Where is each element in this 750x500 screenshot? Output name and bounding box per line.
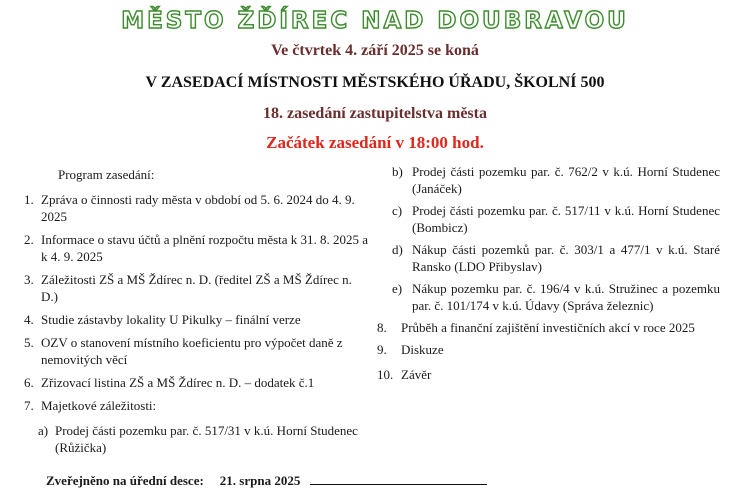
program-item xyxy=(377,319,720,336)
item-number: 1. xyxy=(24,192,34,207)
program-subitem xyxy=(377,202,720,236)
item-text: Zřizovací listina ZŠ a MŠ Ždírec n. D. – dodatek č.1 xyxy=(41,375,315,390)
item-text: Zpráva o činnosti rady města v období od 5. 6. 2024 do 4. 9. 2025 xyxy=(41,192,355,224)
program-item xyxy=(377,341,720,358)
town-title: MĚSTO ŽĎÍREC NAD DOUBRAVOU xyxy=(121,8,629,34)
program-subitem xyxy=(377,241,720,275)
item-number: 3. xyxy=(24,272,34,287)
item-text: Informace o stavu účtů a plnění rozpočtu města k 31. 8. 2025 a k 4. 9. 2025 xyxy=(41,232,369,264)
subitem-text: Nákup pozemku par. č. 196/4 v k.ú. Stružinec a pozemku par. č. 101/174 v k.ú. Údavy (Správa železnic) xyxy=(412,281,720,313)
subitem-letter: d) xyxy=(392,242,403,257)
program-item xyxy=(24,311,369,328)
publication-footer xyxy=(46,472,487,489)
program-item xyxy=(24,231,369,265)
program-item xyxy=(24,191,369,225)
subitem-text: Prodej části pozemku par. č. 517/31 v k.ú. Horní Studenec (Růžička) xyxy=(55,423,358,455)
item-text: Záležitosti ZŠ a MŠ Ždírec n. D. (ředitel ZŠ a MŠ Ždírec n. D.) xyxy=(41,272,352,304)
subitem-letter: e) xyxy=(392,281,403,296)
program-item xyxy=(377,366,720,383)
subitem-letter: a) xyxy=(38,423,49,438)
program-item xyxy=(24,271,369,305)
publication-label: Zveřejněno na úřední desce: xyxy=(46,473,204,488)
program-item xyxy=(24,374,369,391)
program-left-column xyxy=(24,166,369,456)
session-name: 18. zasedání zastupitelstva města xyxy=(263,105,487,122)
item-number: 8. xyxy=(377,320,387,335)
start-time: Začátek zasedání v 18:00 hod. xyxy=(266,133,484,152)
item-number: 10. xyxy=(377,367,394,382)
item-number: 6. xyxy=(24,375,34,390)
subitem-text: Nákup části pozemků par. č. 303/1 a 477/1 v k.ú. Staré Ransko (LDO Přibyslav) xyxy=(412,242,720,274)
item-text: Diskuze xyxy=(401,342,444,357)
meeting-location: V ZASEDACÍ MÍSTNOSTI MĚSTSKÉHO ÚŘADU, ŠKOLNÍ 500 xyxy=(145,74,605,91)
meeting-date: Ve čtvrtek 4. září 2025 se koná xyxy=(271,42,479,59)
item-text: Průběh a finanční zajištění investičních akcí v roce 2025 xyxy=(401,320,695,335)
program-subitem xyxy=(377,163,720,197)
program-subitem xyxy=(24,422,369,456)
subitem-text: Prodej části pozemku par. č. 762/2 v k.ú. Horní Studenec (Janáček) xyxy=(412,164,720,196)
item-number: 7. xyxy=(24,398,34,413)
signature-line xyxy=(310,472,487,485)
item-number: 9. xyxy=(377,342,387,357)
item-text: Studie zástavby lokality U Pikulky – finální verze xyxy=(41,312,301,327)
subitem-letter: c) xyxy=(392,203,403,218)
item-number: 5. xyxy=(24,335,34,350)
item-text: OZV o stanovení místního koeficientu pro výpočet daně z nemovitých věcí xyxy=(41,335,343,367)
publication-date: 21. srpna 2025 xyxy=(219,473,301,488)
subitem-text: Prodej části pozemku par. č. 517/11 v k.ú. Horní Studenec (Bombicz) xyxy=(412,203,720,235)
program-title: Program zasedání: xyxy=(58,167,155,182)
item-number: 4. xyxy=(24,312,34,327)
program-subitem xyxy=(377,280,720,314)
program-item xyxy=(24,334,369,368)
program-right-column xyxy=(377,163,720,388)
item-text: Závěr xyxy=(401,367,432,382)
subitem-letter: b) xyxy=(392,164,403,179)
program-item xyxy=(24,397,369,414)
item-number: 2. xyxy=(24,232,34,247)
item-text: Majetkové záležitosti: xyxy=(41,398,157,413)
